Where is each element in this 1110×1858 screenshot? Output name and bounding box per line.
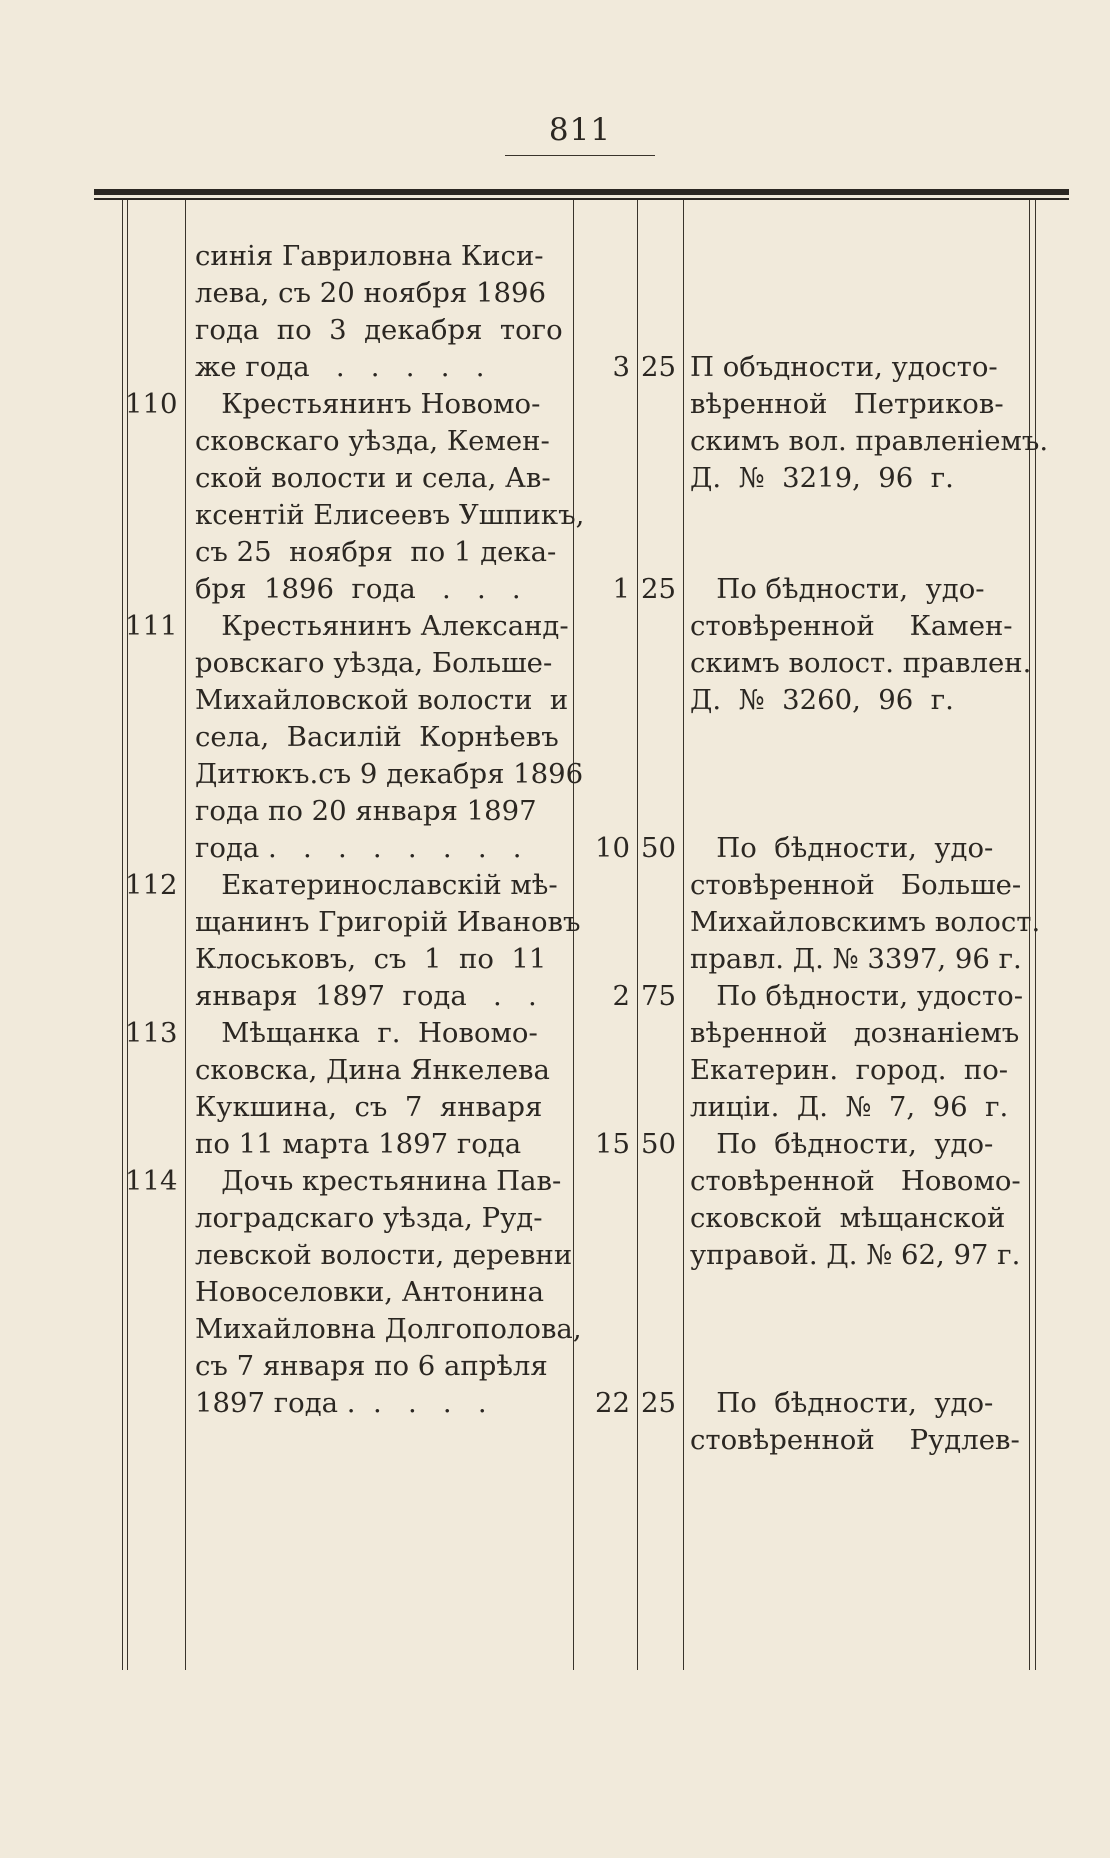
- entry-text-line: лоградскаго уѣзда, Руд-: [195, 1202, 543, 1234]
- table-top-rule: [94, 189, 1069, 195]
- entry-text-line: Мѣщанка г. Новомо-: [195, 1017, 538, 1049]
- entry-text-line: же года . . . . .: [195, 351, 485, 383]
- entry-text-line: съ 25 ноября по 1 дека-: [195, 536, 557, 568]
- entry-reason-line: сковской мѣщанской: [690, 1202, 1006, 1234]
- entry-text-line: года по 3 декабря того: [195, 314, 563, 346]
- entry-text-line: Кукшина, съ 7 января: [195, 1091, 543, 1123]
- page-number-rule: [505, 155, 655, 156]
- entry-text-line: бря 1896 года . . .: [195, 573, 521, 605]
- column-rule-rubles: [637, 200, 638, 1670]
- entry-text-line: щанинъ Григорій Ивановъ: [195, 906, 581, 938]
- entry-reason-line: По бѣдности, удо-: [690, 573, 985, 605]
- entry-text-line: Михайловской волости и: [195, 684, 569, 716]
- entry-text-line: Крестьянинъ Новомо-: [195, 388, 541, 420]
- entry-number: 114: [125, 1165, 178, 1197]
- entry-reason-line: По бѣдности, удосто-: [690, 980, 1024, 1012]
- entry-text-line: года по 20 января 1897: [195, 795, 537, 827]
- entry-rubles: 15: [595, 1128, 630, 1160]
- entry-reason-line: вѣренной Петриков-: [690, 388, 1004, 420]
- entry-kopecks: 50: [641, 1128, 676, 1160]
- entry-text-line: сковска, Дина Янкелева: [195, 1054, 550, 1086]
- entry-kopecks: 75: [641, 980, 676, 1012]
- entry-text-line: 1897 года . . . . .: [195, 1387, 487, 1419]
- entry-reason-line: скимъ вол. правленіемъ.: [690, 425, 1049, 457]
- entry-reason-line: Екатерин. город. по-: [690, 1054, 1009, 1086]
- entry-reason-line: По бѣдности, удо-: [690, 1128, 994, 1160]
- entry-number: 111: [125, 610, 178, 642]
- entry-text-line: Екатеринославскій мѣ-: [195, 869, 558, 901]
- entry-kopecks: 25: [641, 573, 676, 605]
- entry-reason-line: правл. Д. № 3397, 96 г.: [690, 943, 1022, 975]
- entry-text-line: ской волости и села, Ав-: [195, 462, 551, 494]
- entry-reason-line: стовѣренной Больше-: [690, 869, 1022, 901]
- entry-reason-line: управой. Д. № 62, 97 г.: [690, 1239, 1021, 1271]
- entry-reason-line: П объдности, удосто-: [690, 351, 998, 383]
- entry-rubles: 3: [612, 351, 630, 383]
- entry-kopecks: 25: [641, 351, 676, 383]
- entry-text-line: Клоськовъ, съ 1 по 11: [195, 943, 547, 975]
- entry-reason-line: По бѣдности, удо-: [690, 1387, 994, 1419]
- column-rule-number: [185, 200, 186, 1670]
- entry-number: 112: [125, 869, 178, 901]
- entry-text-line: Дочь крестьянина Пав-: [195, 1165, 562, 1197]
- entry-reason-line: Д. № 3260, 96 г.: [690, 684, 954, 716]
- entry-text-line: Крестьянинъ Александ-: [195, 610, 569, 642]
- entry-reason-line: скимъ волост. правлен.: [690, 647, 1032, 679]
- entry-text-line: по 11 марта 1897 года: [195, 1128, 522, 1160]
- entry-text-line: января 1897 года . .: [195, 980, 537, 1012]
- entry-number: 110: [125, 388, 178, 420]
- entry-reason-line: Михайловскимъ волост.: [690, 906, 1041, 938]
- entry-text-line: сковскаго уѣзда, Кемен-: [195, 425, 550, 457]
- entry-text-line: лева, съ 20 ноября 1896: [195, 277, 546, 309]
- entry-text-line: Михайловна Долгополова,: [195, 1313, 582, 1345]
- entry-reason-line: По бѣдности, удо-: [690, 832, 994, 864]
- column-rule-kopecks: [683, 200, 684, 1670]
- column-rule-left-outer: [122, 200, 123, 1670]
- entry-text-line: ровскаго уѣзда, Больше-: [195, 647, 553, 679]
- entry-rubles: 1: [612, 573, 630, 605]
- entry-text-line: села, Василій Корнѣевъ: [195, 721, 559, 753]
- entry-reason-line: стовѣренной Рудлев-: [690, 1424, 1020, 1456]
- entry-kopecks: 50: [641, 832, 676, 864]
- entry-kopecks: 25: [641, 1387, 676, 1419]
- entry-text-line: съ 7 января по 6 апрѣля: [195, 1350, 548, 1382]
- entry-text-line: Дитюкъ.съ 9 декабря 1896: [195, 758, 584, 790]
- entry-text-line: года . . . . . . . .: [195, 832, 522, 864]
- page-number: 811: [548, 112, 612, 148]
- entry-reason-line: Д. № 3219, 96 г.: [690, 462, 954, 494]
- entry-reason-line: стовѣренной Новомо-: [690, 1165, 1021, 1197]
- entry-text-line: ксентій Елисеевъ Ушпикъ,: [195, 499, 585, 531]
- entry-text-line: синія Гавриловна Киси-: [195, 240, 544, 272]
- entry-rubles: 10: [595, 832, 630, 864]
- entry-rubles: 22: [595, 1387, 630, 1419]
- entry-rubles: 2: [612, 980, 630, 1012]
- entry-reason-line: лиціи. Д. № 7, 96 г.: [690, 1091, 1009, 1123]
- entry-number: 113: [125, 1017, 178, 1049]
- table-top-rule-thin: [94, 198, 1069, 200]
- entry-reason-line: стовѣренной Камен-: [690, 610, 1013, 642]
- entry-text-line: левской волости, деревни: [195, 1239, 573, 1271]
- entry-reason-line: вѣренной дознаніемъ: [690, 1017, 1020, 1049]
- entry-text-line: Новоселовки, Антонина: [195, 1276, 545, 1308]
